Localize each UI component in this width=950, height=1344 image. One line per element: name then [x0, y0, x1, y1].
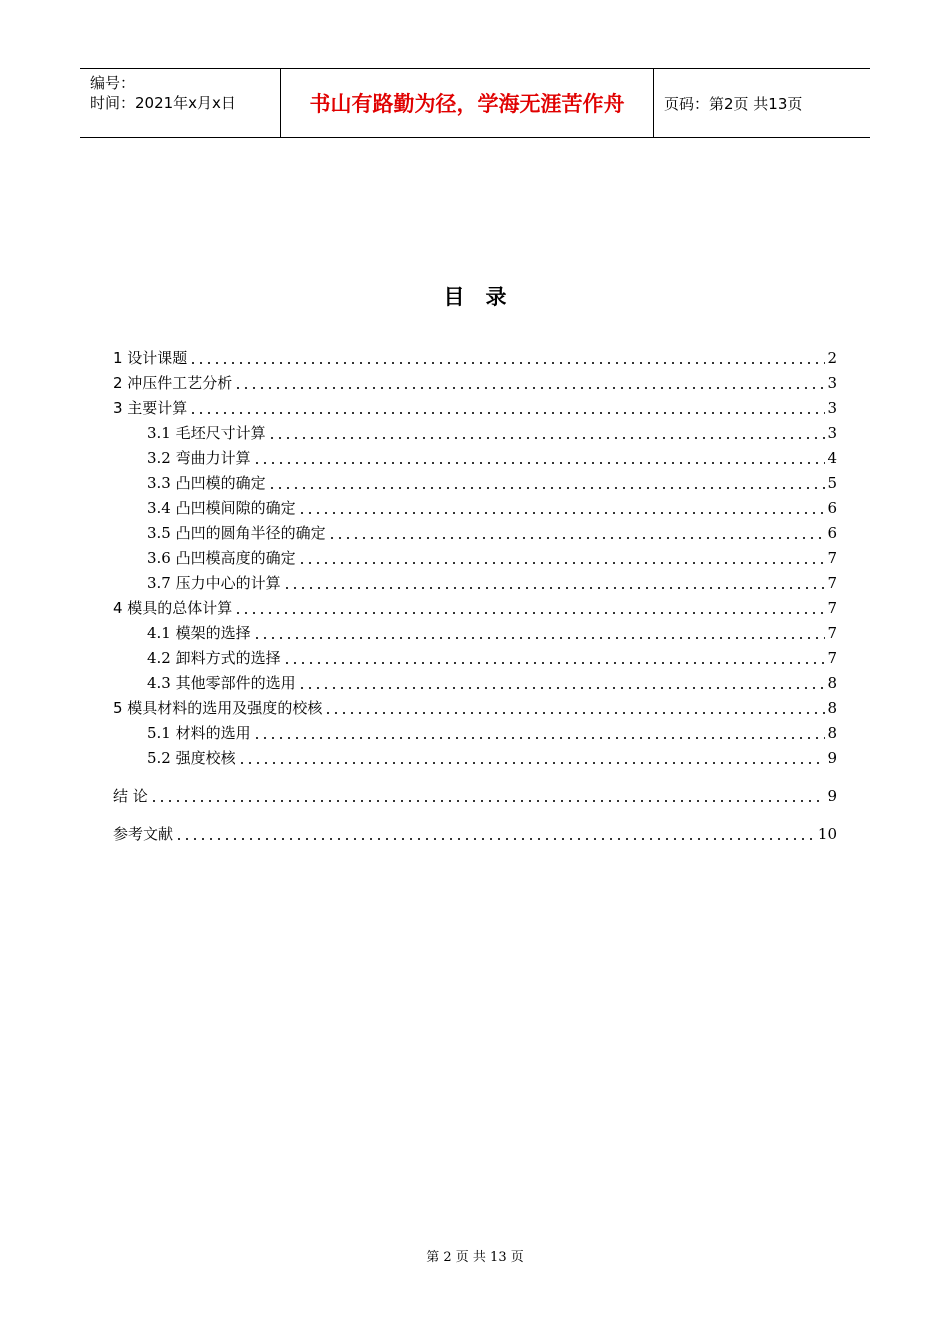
- toc-subentry[interactable]: [113, 443, 837, 468]
- toc-entry[interactable]: [113, 368, 837, 393]
- toc-leader: [283, 587, 826, 589]
- toc-subentry[interactable]: [113, 743, 837, 768]
- toc-entry-label: 3.1 毛坯尺寸计算: [147, 424, 266, 442]
- header-motto-cell: [281, 69, 654, 137]
- toc-entry-label: 5.2 强度校核: [147, 749, 236, 767]
- toc-subentry[interactable]: [113, 418, 837, 443]
- toc-entry-page: 8: [827, 724, 837, 742]
- toc-leader: [328, 537, 826, 539]
- toc-entry[interactable]: [113, 593, 837, 618]
- toc-entry-label: 2 冲压件工艺分析: [113, 374, 233, 392]
- toc-subentry[interactable]: [113, 718, 837, 743]
- toc-leader: [175, 838, 816, 840]
- toc-entry-label: 3.6 凸凹模高度的确定: [147, 549, 296, 567]
- toc-subentry[interactable]: [113, 568, 837, 593]
- header-page-info-cell: [654, 69, 870, 137]
- toc-leader: [189, 412, 825, 414]
- toc-leader: [298, 687, 826, 689]
- toc-subentry[interactable]: [113, 543, 837, 568]
- toc-entry-label: 3.7 压力中心的计算: [147, 574, 281, 592]
- header-page-info: 页码：第2页 共13页: [664, 94, 803, 113]
- toc-leader: [268, 437, 826, 439]
- toc-entry-page: 2: [827, 349, 837, 367]
- toc-entry-label: 3.3 凸凹模的确定: [147, 474, 266, 492]
- toc-entry-label: 3.2 弯曲力计算: [147, 449, 251, 467]
- toc-leader: [238, 762, 826, 764]
- toc-entry-page: 7: [827, 624, 837, 642]
- toc-entry-page: 9: [827, 749, 837, 767]
- header-meta: [80, 69, 281, 137]
- toc-entry-label: 4.3 其他零部件的选用: [147, 674, 296, 692]
- toc-entry-page: 9: [827, 787, 837, 805]
- toc-entry-page: 8: [827, 674, 837, 692]
- toc-entry-label: 结 论: [113, 787, 148, 805]
- toc-entry-page: 3: [827, 374, 837, 392]
- toc-leader: [298, 562, 826, 564]
- toc-entry-page: 5: [827, 474, 837, 492]
- toc-entry-page: 3: [827, 399, 837, 417]
- toc-entry-page: 7: [827, 549, 837, 567]
- toc-entry-label: 5.1 材料的选用: [147, 724, 251, 742]
- toc-leader: [253, 462, 826, 464]
- toc-entry-label: 参考文献: [113, 825, 174, 843]
- toc-entry-page: 7: [827, 649, 837, 667]
- toc-leader: [234, 387, 825, 389]
- toc-leader: [253, 637, 826, 639]
- table-of-contents: [113, 343, 837, 844]
- toc-entry-page: 4: [827, 449, 837, 467]
- toc-leader: [268, 487, 826, 489]
- page-header: [80, 68, 870, 138]
- toc-entry-page: 7: [827, 574, 837, 592]
- toc-entry-label: 4 模具的总体计算: [113, 599, 233, 617]
- toc-leader: [253, 737, 826, 739]
- toc-leader: [189, 362, 825, 364]
- header-motto: 书山有路勤为径，学海无涯苦作舟: [309, 92, 625, 116]
- document-number-label: 编号：: [90, 74, 136, 92]
- toc-entry[interactable]: [113, 693, 837, 718]
- toc-entry-label: 1 设计课题: [113, 349, 188, 367]
- toc-subentry[interactable]: [113, 518, 837, 543]
- toc-entry-label: 4.1 模架的选择: [147, 624, 251, 642]
- toc-entry-label: 3 主要计算: [113, 399, 188, 417]
- toc-entry[interactable]: [113, 781, 837, 806]
- toc-subentry[interactable]: [113, 618, 837, 643]
- toc-leader: [298, 512, 826, 514]
- toc-entry-page: 6: [827, 499, 837, 517]
- toc-entry[interactable]: [113, 393, 837, 418]
- toc-leader: [324, 712, 825, 714]
- toc-entry-label: 3.5 凸凹的圆角半径的确定: [147, 524, 326, 542]
- toc-leader: [234, 612, 825, 614]
- toc-entry-page: 6: [827, 524, 837, 542]
- toc-subentry[interactable]: [113, 668, 837, 693]
- toc-entry-page: 3: [827, 424, 837, 442]
- toc-entry[interactable]: [113, 819, 837, 844]
- toc-leader: [283, 662, 826, 664]
- toc-entry-label: 3.4 凸凹模间隙的确定: [147, 499, 296, 517]
- toc-leader: [150, 800, 826, 802]
- toc-entry-page: 8: [827, 699, 837, 717]
- toc-entry[interactable]: [113, 343, 837, 368]
- toc-subentry[interactable]: [113, 493, 837, 518]
- page-footer: 第 2 页 共 13 页: [426, 1250, 524, 1265]
- toc-entry-label: 4.2 卸料方式的选择: [147, 649, 281, 667]
- toc-subentry[interactable]: [113, 468, 837, 493]
- toc-title: 目 录: [443, 285, 507, 309]
- toc-entry-page: 7: [827, 599, 837, 617]
- toc-entry-label: 5 模具材料的选用及强度的校核: [113, 699, 323, 717]
- toc-subentry[interactable]: [113, 643, 837, 668]
- toc-entry-page: 10: [817, 825, 837, 843]
- document-date: 时间：2021年x月x日: [90, 94, 236, 112]
